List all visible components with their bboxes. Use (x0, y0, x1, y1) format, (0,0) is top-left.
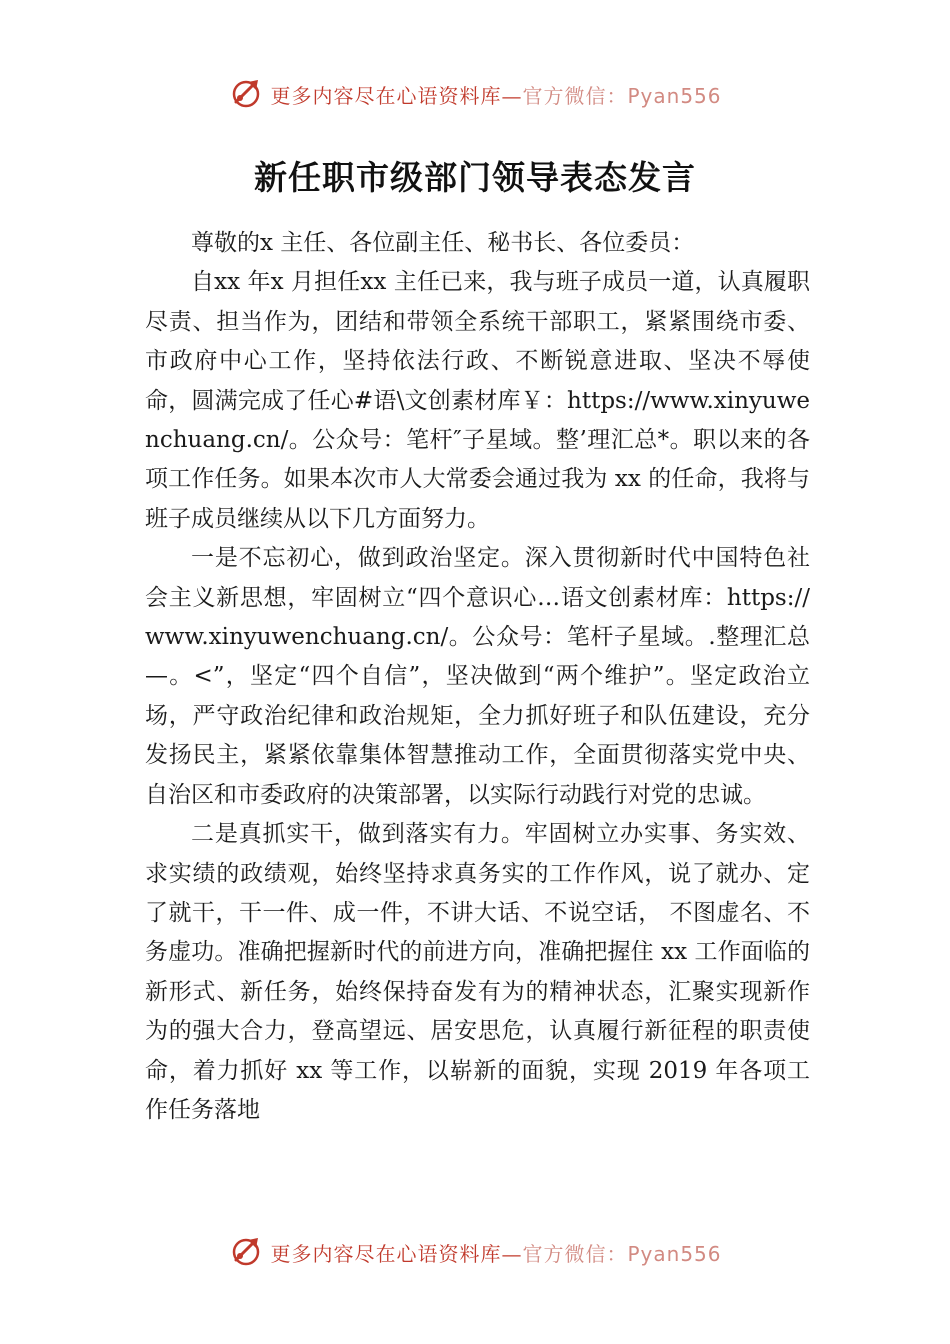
header-banner-main: 更多内容尽在心语资料库 (270, 83, 502, 108)
footer-banner-wx-id: Pyan556 (627, 1241, 722, 1266)
brand-logo-icon (228, 1234, 264, 1270)
header-banner-dash: — (501, 83, 523, 108)
point-one-paragraph: 一是不忘初心，做到政治坚定。深入贯彻新时代中国特色社会主义新思想，牢固树立“四个意识心…语文创素材库：https://www.xinyuwenchuang.cn/。公众号：笔杆子星域。.整理汇总—。<”，坚定“四个自信”，坚决做到“两个维护”。坚定政治立场，严守政治纪律和政治规矩，全力抓好班子和队伍建设，充分发扬民主，紧紧依靠集体智慧推动工作，全面贯彻落实党中央、自治区和市委政府的决策部署，以实际行动践行对党的忠诚。 (145, 545, 810, 808)
header-banner-wx-label: 官方微信： (522, 83, 628, 108)
footer-banner (0, 1228, 950, 1276)
intro-paragraph: 自xx 年x 月担任xx 主任已来，我与班子成员一道，认真履职尽责、担当作为，团结和带领全系统干部职工，紧紧围绕市委、市政府中心工作，坚持依法行政、不断锐意进取、坚决不辱使命，圆满完成了任心#语\文创素材库￥：https://www.xinyuwenchuang.cn/。公众号：笔杆″子星域。整’理汇总*。职以来的各项工作任务。如果本次市人大常委会通过我为 xx 的任命，我将与班子成员继续从以下几方面努力。 (145, 269, 810, 532)
header-banner-text (270, 80, 721, 109)
header-banner (0, 70, 950, 118)
footer-banner-dash: — (501, 1241, 523, 1266)
footer-banner-text (270, 1238, 721, 1267)
document-title: 新任职市级部门领导表态发言 (254, 158, 696, 197)
brand-logo-icon (228, 76, 264, 112)
footer-banner-wx-label: 官方微信： (522, 1241, 628, 1266)
header-banner-wx-id: Pyan556 (627, 83, 722, 108)
point-two-paragraph: 二是真抓实干，做到落实有力。牢固树立办实事、务实效、求实绩的政绩观，始终坚持求真务实的工作作风，说了就办、定了就干，干一件、成一件，不讲大话、不说空话， 不图虚名、不务虚功。准确把握新时代的前进方向，准确把握住 xx 工作面临的新形式、新任务，始终保持奋发有为的精神状态，汇聚实现新作为的强大合力，登高望远、居安思危，认真履行新征程的职责使命，着力抓好 xx 等工作，以崭新的面貌，实现 2019 年各项工作任务落地 (145, 821, 810, 1123)
salutation-paragraph: 尊敬的x 主任、各位副主任、秘书长、各位委员： (191, 230, 695, 256)
footer-banner-main: 更多内容尽在心语资料库 (270, 1241, 502, 1266)
document-body (145, 224, 810, 1130)
